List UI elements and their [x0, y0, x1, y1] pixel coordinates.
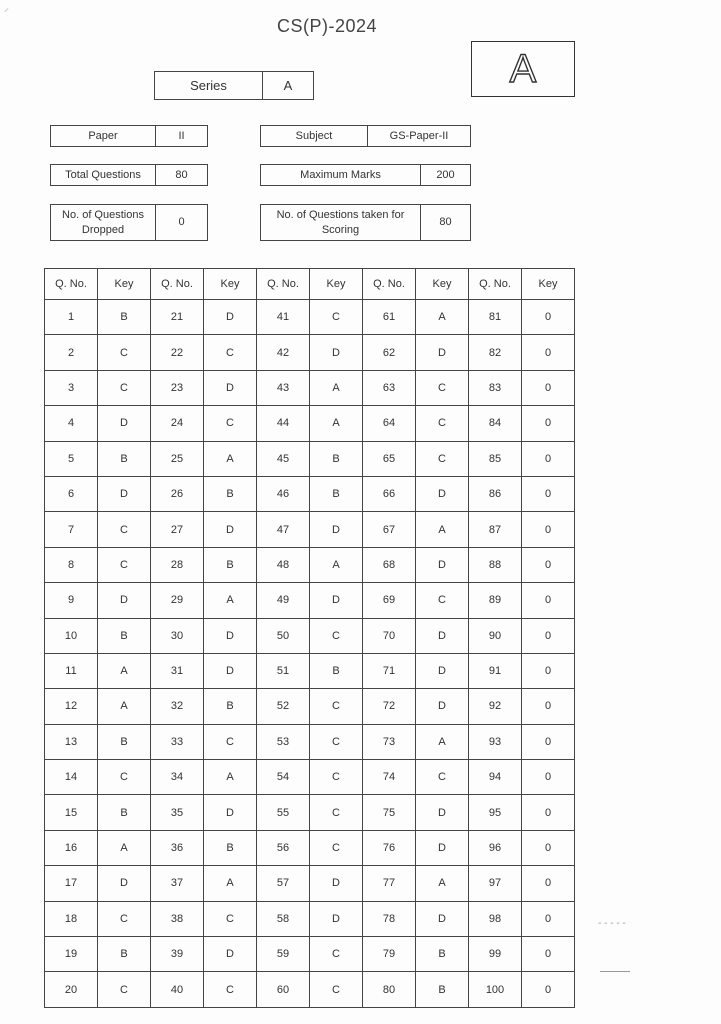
question-number-cell: 100 — [469, 972, 522, 1007]
header-qno: Q. No. — [469, 269, 522, 300]
question-number-cell: 77 — [363, 866, 416, 901]
table-row — [45, 972, 575, 1007]
question-number-cell: 71 — [363, 653, 416, 688]
question-number-cell: 86 — [469, 476, 522, 511]
answer-key-cell: 0 — [522, 866, 575, 901]
scoring-box — [260, 204, 471, 241]
question-number-cell: 65 — [363, 441, 416, 476]
question-number-cell: 70 — [363, 618, 416, 653]
table-body — [45, 300, 575, 1008]
question-number-cell: 36 — [151, 830, 204, 865]
answer-key-cell: 0 — [522, 300, 575, 335]
question-number-cell: 59 — [257, 937, 310, 972]
question-number-cell: 95 — [469, 795, 522, 830]
answer-key-cell: D — [416, 795, 469, 830]
scan-mark: - - - - - — [598, 918, 626, 929]
question-number-cell: 2 — [45, 335, 98, 370]
answer-key-cell: D — [98, 406, 151, 441]
dropped-label: No. of Questions Dropped — [51, 205, 156, 240]
question-number-cell: 19 — [45, 937, 98, 972]
answer-key-cell: D — [204, 618, 257, 653]
question-number-cell: 21 — [151, 300, 204, 335]
question-number-cell: 58 — [257, 901, 310, 936]
answer-key-cell: 0 — [522, 653, 575, 688]
question-number-cell: 62 — [363, 335, 416, 370]
question-number-cell: 38 — [151, 901, 204, 936]
question-number-cell: 75 — [363, 795, 416, 830]
table-row — [45, 335, 575, 370]
question-number-cell: 25 — [151, 441, 204, 476]
answer-key-cell: A — [204, 583, 257, 618]
series-box — [154, 71, 314, 100]
answer-key-cell: D — [416, 618, 469, 653]
answer-key-cell: D — [416, 689, 469, 724]
answer-key-cell: A — [310, 370, 363, 405]
answer-key-cell: 0 — [522, 937, 575, 972]
question-number-cell: 84 — [469, 406, 522, 441]
question-number-cell: 30 — [151, 618, 204, 653]
question-number-cell: 90 — [469, 618, 522, 653]
question-number-cell: 29 — [151, 583, 204, 618]
answer-key-cell: B — [98, 441, 151, 476]
answer-key-cell: D — [416, 335, 469, 370]
answer-key-cell: B — [310, 653, 363, 688]
question-number-cell: 22 — [151, 335, 204, 370]
maximum-marks-value: 200 — [436, 168, 455, 181]
answer-key-cell: 0 — [522, 512, 575, 547]
answer-key-cell: 0 — [522, 370, 575, 405]
answer-key-cell: 0 — [522, 335, 575, 370]
question-number-cell: 89 — [469, 583, 522, 618]
header-qno: Q. No. — [257, 269, 310, 300]
answer-key-cell: A — [416, 300, 469, 335]
question-number-cell: 50 — [257, 618, 310, 653]
answer-key-cell: D — [310, 866, 363, 901]
question-number-cell: 56 — [257, 830, 310, 865]
answer-key-cell: B — [204, 547, 257, 582]
header-key: Key — [98, 269, 151, 300]
question-number-cell: 88 — [469, 547, 522, 582]
question-number-cell: 12 — [45, 689, 98, 724]
answer-key-cell: C — [204, 901, 257, 936]
question-number-cell: 26 — [151, 476, 204, 511]
table-row — [45, 370, 575, 405]
question-number-cell: 7 — [45, 512, 98, 547]
answer-key-cell: 0 — [522, 830, 575, 865]
dropped-value: 0 — [178, 216, 185, 228]
question-number-cell: 9 — [45, 583, 98, 618]
answer-key-cell: 0 — [522, 689, 575, 724]
table-row — [45, 830, 575, 865]
scan-mark: ⸝ — [4, 3, 9, 14]
answer-key-cell: D — [204, 300, 257, 335]
question-number-cell: 6 — [45, 476, 98, 511]
answer-key-cell: D — [416, 653, 469, 688]
answer-key-cell: B — [98, 795, 151, 830]
question-number-cell: 51 — [257, 653, 310, 688]
answer-key-cell: C — [98, 901, 151, 936]
answer-key-cell: D — [204, 512, 257, 547]
answer-key-cell: D — [310, 335, 363, 370]
header-qno: Q. No. — [45, 269, 98, 300]
question-number-cell: 5 — [45, 441, 98, 476]
answer-key-cell: C — [310, 830, 363, 865]
answer-key-cell: B — [98, 618, 151, 653]
question-number-cell: 11 — [45, 653, 98, 688]
question-number-cell: 15 — [45, 795, 98, 830]
question-number-cell: 39 — [151, 937, 204, 972]
question-number-cell: 46 — [257, 476, 310, 511]
paper-value: II — [178, 129, 185, 142]
question-number-cell: 41 — [257, 300, 310, 335]
answer-key-cell: B — [98, 724, 151, 759]
question-number-cell: 60 — [257, 972, 310, 1007]
answer-key-cell: C — [310, 972, 363, 1007]
table-row — [45, 406, 575, 441]
answer-key-table — [44, 268, 575, 1008]
question-number-cell: 37 — [151, 866, 204, 901]
question-number-cell: 34 — [151, 760, 204, 795]
question-number-cell: 44 — [257, 406, 310, 441]
answer-key-cell: D — [204, 937, 257, 972]
answer-key-cell: D — [310, 512, 363, 547]
answer-key-cell: A — [310, 406, 363, 441]
question-number-cell: 67 — [363, 512, 416, 547]
scan-mark: ⎯⎯⎯⎯⎯⎯ — [600, 966, 630, 977]
answer-key-cell: D — [416, 476, 469, 511]
answer-key-cell: C — [98, 512, 151, 547]
answer-key-cell: C — [98, 760, 151, 795]
series-badge: A — [471, 41, 575, 97]
answer-key-cell: 0 — [522, 441, 575, 476]
answer-key-cell: C — [310, 300, 363, 335]
question-number-cell: 27 — [151, 512, 204, 547]
answer-key-cell: C — [204, 724, 257, 759]
question-number-cell: 85 — [469, 441, 522, 476]
answer-key-cell: D — [98, 583, 151, 618]
answer-key-cell: C — [204, 335, 257, 370]
answer-key-cell: C — [310, 760, 363, 795]
question-number-cell: 10 — [45, 618, 98, 653]
question-number-cell: 78 — [363, 901, 416, 936]
table-row — [45, 937, 575, 972]
subject-box — [260, 125, 471, 147]
answer-key-cell: C — [310, 689, 363, 724]
answer-key-cell: C — [416, 583, 469, 618]
answer-key-cell: D — [98, 476, 151, 511]
answer-key-cell: A — [204, 760, 257, 795]
question-number-cell: 31 — [151, 653, 204, 688]
question-number-cell: 79 — [363, 937, 416, 972]
answer-key-cell: A — [204, 441, 257, 476]
answer-key-cell: C — [416, 760, 469, 795]
question-number-cell: 48 — [257, 547, 310, 582]
answer-key-cell: D — [416, 547, 469, 582]
question-number-cell: 97 — [469, 866, 522, 901]
question-number-cell: 16 — [45, 830, 98, 865]
question-number-cell: 42 — [257, 335, 310, 370]
answer-key-cell: A — [98, 689, 151, 724]
table-row — [45, 866, 575, 901]
question-number-cell: 35 — [151, 795, 204, 830]
dropped-box — [50, 204, 208, 241]
series-label: Series — [155, 72, 263, 99]
answer-key-cell: 0 — [522, 618, 575, 653]
question-number-cell: 32 — [151, 689, 204, 724]
answer-key-cell: C — [310, 795, 363, 830]
page-title: CS(P)-2024 — [276, 16, 378, 36]
question-number-cell: 98 — [469, 901, 522, 936]
table-row — [45, 618, 575, 653]
answer-key-cell: D — [98, 866, 151, 901]
question-number-cell: 74 — [363, 760, 416, 795]
question-number-cell: 8 — [45, 547, 98, 582]
answer-key-cell: 0 — [522, 547, 575, 582]
question-number-cell: 53 — [257, 724, 310, 759]
question-number-cell: 14 — [45, 760, 98, 795]
question-number-cell: 81 — [469, 300, 522, 335]
question-number-cell: 54 — [257, 760, 310, 795]
total-questions-label: Total Questions — [51, 165, 156, 185]
header-qno: Q. No. — [363, 269, 416, 300]
table-row — [45, 583, 575, 618]
answer-key-cell: B — [98, 937, 151, 972]
answer-key-cell: 0 — [522, 583, 575, 618]
question-number-cell: 80 — [363, 972, 416, 1007]
question-number-cell: 23 — [151, 370, 204, 405]
table-row — [45, 653, 575, 688]
paper-label: Paper — [51, 126, 156, 146]
answer-key-cell: C — [310, 618, 363, 653]
total-questions-value: 80 — [175, 168, 188, 181]
maximum-marks-box — [260, 164, 471, 186]
table-row — [45, 760, 575, 795]
table-row — [45, 547, 575, 582]
question-number-cell: 66 — [363, 476, 416, 511]
answer-key-cell: B — [98, 300, 151, 335]
answer-key-cell: B — [310, 476, 363, 511]
answer-key-cell: A — [98, 653, 151, 688]
answer-key-cell: 0 — [522, 901, 575, 936]
question-number-cell: 49 — [257, 583, 310, 618]
answer-key-cell: D — [416, 901, 469, 936]
maximum-marks-label: Maximum Marks — [261, 165, 421, 185]
question-number-cell: 4 — [45, 406, 98, 441]
answer-key-cell: 0 — [522, 760, 575, 795]
answer-key-cell: C — [98, 370, 151, 405]
question-number-cell: 3 — [45, 370, 98, 405]
answer-key-cell: B — [416, 937, 469, 972]
question-number-cell: 57 — [257, 866, 310, 901]
question-number-cell: 20 — [45, 972, 98, 1007]
header-key: Key — [522, 269, 575, 300]
answer-key-cell: A — [416, 724, 469, 759]
answer-key-cell: D — [204, 795, 257, 830]
question-number-cell: 93 — [469, 724, 522, 759]
total-questions-box — [50, 164, 208, 186]
question-number-cell: 1 — [45, 300, 98, 335]
answer-key-cell: B — [204, 689, 257, 724]
table-header-row — [45, 269, 575, 300]
answer-key-cell: C — [310, 937, 363, 972]
question-number-cell: 94 — [469, 760, 522, 795]
question-number-cell: 92 — [469, 689, 522, 724]
question-number-cell: 43 — [257, 370, 310, 405]
question-number-cell: 83 — [469, 370, 522, 405]
table-row — [45, 476, 575, 511]
answer-key-cell: C — [98, 972, 151, 1007]
paper-box — [50, 125, 208, 147]
question-number-cell: 52 — [257, 689, 310, 724]
answer-key-cell: C — [416, 406, 469, 441]
answer-key-cell: D — [204, 370, 257, 405]
answer-key-cell: C — [204, 972, 257, 1007]
question-number-cell: 87 — [469, 512, 522, 547]
answer-key-cell: C — [416, 370, 469, 405]
answer-key-cell: A — [204, 866, 257, 901]
table-row — [45, 300, 575, 335]
answer-key-cell: 0 — [522, 476, 575, 511]
answer-key-cell: A — [310, 547, 363, 582]
answer-key-cell: 0 — [522, 724, 575, 759]
scoring-value: 80 — [439, 216, 452, 228]
question-number-cell: 63 — [363, 370, 416, 405]
header-key: Key — [416, 269, 469, 300]
answer-key-cell: C — [98, 547, 151, 582]
question-number-cell: 45 — [257, 441, 310, 476]
answer-key-cell: D — [204, 653, 257, 688]
answer-key-cell: D — [310, 901, 363, 936]
answer-key-cell: 0 — [522, 972, 575, 1007]
header-key: Key — [310, 269, 363, 300]
answer-key-cell: C — [416, 441, 469, 476]
question-number-cell: 33 — [151, 724, 204, 759]
subject-label: Subject — [261, 126, 368, 146]
answer-key-cell: A — [416, 512, 469, 547]
table-row — [45, 901, 575, 936]
question-number-cell: 61 — [363, 300, 416, 335]
question-number-cell: 69 — [363, 583, 416, 618]
question-number-cell: 18 — [45, 901, 98, 936]
question-number-cell: 24 — [151, 406, 204, 441]
table-row — [45, 512, 575, 547]
question-number-cell: 28 — [151, 547, 204, 582]
question-number-cell: 76 — [363, 830, 416, 865]
answer-key-cell: 0 — [522, 795, 575, 830]
scoring-label: No. of Questions taken for Scoring — [261, 205, 421, 240]
table-row — [45, 724, 575, 759]
question-number-cell: 68 — [363, 547, 416, 582]
table-row — [45, 441, 575, 476]
answer-key-cell: C — [98, 335, 151, 370]
table-row — [45, 689, 575, 724]
question-number-cell: 17 — [45, 866, 98, 901]
answer-key-cell: C — [310, 724, 363, 759]
answer-key-cell: B — [416, 972, 469, 1007]
header-key: Key — [204, 269, 257, 300]
question-number-cell: 73 — [363, 724, 416, 759]
answer-key-cell: C — [204, 406, 257, 441]
question-number-cell: 72 — [363, 689, 416, 724]
answer-key-cell: D — [310, 583, 363, 618]
answer-key-cell: D — [416, 830, 469, 865]
table-row — [45, 795, 575, 830]
answer-key-cell: B — [310, 441, 363, 476]
question-number-cell: 91 — [469, 653, 522, 688]
question-number-cell: 40 — [151, 972, 204, 1007]
series-value: A — [283, 78, 293, 93]
answer-key-cell: A — [98, 830, 151, 865]
answer-key-cell: 0 — [522, 406, 575, 441]
question-number-cell: 55 — [257, 795, 310, 830]
header-qno: Q. No. — [151, 269, 204, 300]
question-number-cell: 99 — [469, 937, 522, 972]
answer-key-cell: A — [416, 866, 469, 901]
question-number-cell: 96 — [469, 830, 522, 865]
question-number-cell: 82 — [469, 335, 522, 370]
question-number-cell: 64 — [363, 406, 416, 441]
answer-key-cell: B — [204, 476, 257, 511]
question-number-cell: 13 — [45, 724, 98, 759]
answer-key-cell: B — [204, 830, 257, 865]
question-number-cell: 47 — [257, 512, 310, 547]
subject-value: GS-Paper-II — [389, 129, 449, 142]
